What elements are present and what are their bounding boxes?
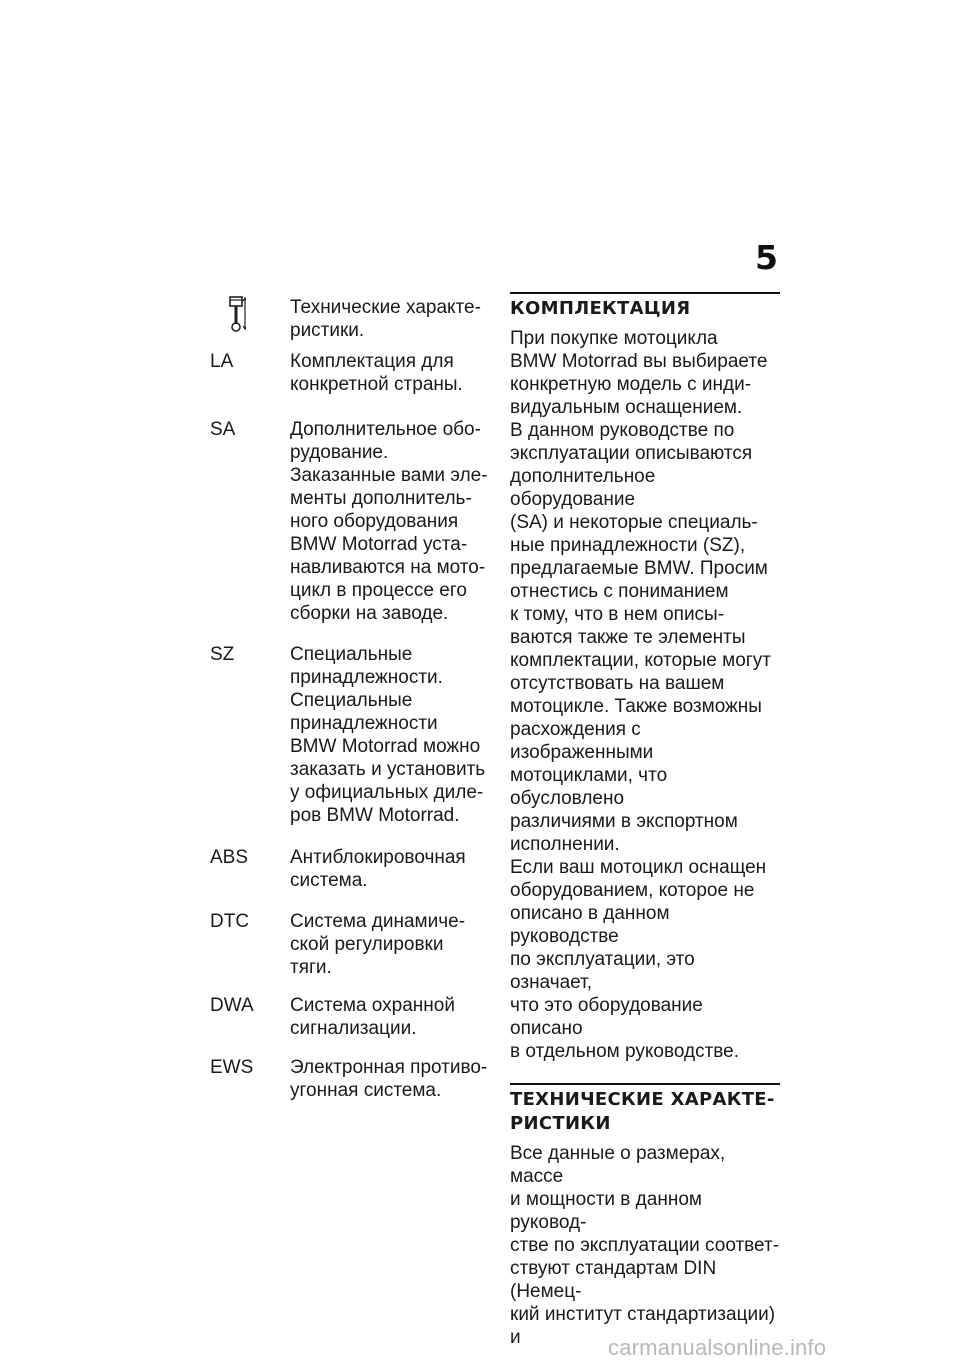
- abbreviation-description: [290, 994, 495, 1040]
- section-rule: [510, 292, 780, 294]
- abbreviation-row: [210, 994, 495, 1040]
- text-line: конкретную модель с инди-: [510, 374, 752, 395]
- text-line: Электронная противо-: [290, 1057, 488, 1078]
- abbreviation-description: [290, 910, 495, 979]
- text-line: ваются также те элементы: [510, 627, 746, 648]
- abbreviation-description: [290, 296, 495, 342]
- text-line: менты дополнитель-: [290, 488, 472, 509]
- text-line: BMW Motorrad вы выбираете: [510, 351, 768, 372]
- text-line: различиями в экспортном: [510, 811, 738, 832]
- text-line: и мощности в данном руковод-: [510, 1189, 702, 1233]
- text-line: BMW Motorrad можно: [290, 736, 481, 757]
- text-line: исполнении.: [510, 834, 620, 855]
- text-line: Технические характе-: [290, 297, 481, 318]
- abbreviation-row: [210, 418, 495, 625]
- abbreviation-description: [290, 643, 495, 827]
- abbreviation-term: DTC: [210, 911, 250, 932]
- text-line: Специальные: [290, 644, 413, 665]
- abbreviation-row: [210, 910, 495, 979]
- text-line: цикл в процессе его: [290, 580, 467, 601]
- text-line: ской регулировки: [290, 934, 444, 955]
- text-line: ров BMW Motorrad.: [290, 805, 460, 826]
- text-line: отнестись с пониманием: [510, 581, 729, 602]
- section-heading: ТЕХНИЧЕСКИЕ ХАРАКТЕ- РИСТИКИ: [510, 1089, 775, 1134]
- section-heading: КОМПЛЕКТАЦИЯ: [510, 298, 691, 319]
- text-line: ристики.: [290, 320, 365, 341]
- content-column: [510, 292, 780, 1349]
- text-line: принадлежности.: [290, 667, 443, 688]
- abbreviation-description: [290, 846, 495, 892]
- text-line: дополнительное оборудование: [510, 466, 656, 510]
- text-line: В данном руководстве по: [510, 420, 735, 441]
- text-line: видуальным оснащением.: [510, 397, 743, 418]
- text-line: угонная система.: [290, 1080, 442, 1101]
- abbreviation-term: SZ: [210, 644, 235, 665]
- abbreviation-description: [290, 350, 495, 396]
- text-line: навливаются на мото-: [290, 557, 486, 578]
- text-line: тяги.: [290, 957, 332, 978]
- abbreviation-term: SA: [210, 419, 236, 440]
- abbreviation-row: [210, 1056, 495, 1102]
- text-line: отсутствовать на вашем: [510, 673, 725, 694]
- text-line: по эксплуатации, это означает,: [510, 949, 695, 993]
- text-line: Антиблокировочная: [290, 847, 466, 868]
- abbreviation-term: DWA: [210, 995, 254, 1016]
- text-line: конкретной страны.: [290, 374, 463, 395]
- text-line: в отдельном руководстве.: [510, 1041, 739, 1062]
- text-line: Заказанные вами эле-: [290, 465, 488, 486]
- text-line: расхождения с изображенными: [510, 719, 654, 763]
- text-line: ные принадлежности (SZ),: [510, 535, 746, 556]
- text-line: эксплуатации описываются: [510, 443, 753, 464]
- text-line: кий институт стандартизации) и: [510, 1304, 776, 1348]
- page-number: 5: [755, 238, 778, 277]
- section: [510, 292, 780, 1063]
- text-line: ного оборудования: [290, 511, 459, 532]
- text-line: стве по эксплуатации соответ-: [510, 1235, 780, 1256]
- text-line: у официальных диле-: [290, 782, 484, 803]
- text-line: Специальные: [290, 690, 413, 711]
- section: [510, 1083, 780, 1349]
- abbreviation-term: EWS: [210, 1057, 254, 1078]
- abbreviation-description: [290, 1056, 495, 1102]
- section-body: [510, 1142, 780, 1349]
- text-line: сборки на заводе.: [290, 603, 449, 624]
- text-line: система.: [290, 870, 368, 891]
- abbreviation-term: ABS: [210, 847, 249, 868]
- text-line: Система динамиче-: [290, 911, 466, 932]
- text-line: предлагаемые BMW. Просим: [510, 558, 768, 579]
- text-line: Если ваш мотоцикл оснащен: [510, 857, 767, 878]
- text-line: Комплектация для: [290, 351, 454, 372]
- text-line: Дополнительное обо-: [290, 419, 481, 440]
- text-line: Все данные о размерах, массе: [510, 1143, 726, 1187]
- text-line: мотоциклами, что обусловлено: [510, 765, 668, 809]
- abbreviation-list: [210, 296, 495, 1102]
- abbreviation-row: [210, 846, 495, 892]
- text-line: рудование.: [290, 442, 389, 463]
- text-line: что это оборудование описано: [510, 995, 703, 1039]
- text-line: оборудованием, которое не: [510, 880, 755, 901]
- text-line: При покупке мотоцикла: [510, 328, 718, 349]
- text-line: Система охранной: [290, 995, 455, 1016]
- piston-dimension-icon: [210, 296, 290, 342]
- text-line: ствуют стандартам DIN (Немец-: [510, 1258, 717, 1302]
- text-line: BMW Motorrad уста-: [290, 534, 468, 555]
- watermark: carmanualsonline.info: [608, 1335, 827, 1360]
- text-line: принадлежности: [290, 713, 438, 734]
- text-line: комплектации, которые могут: [510, 650, 771, 671]
- text-line: мотоцикле. Также возможны: [510, 696, 762, 717]
- abbreviation-row: [210, 643, 495, 827]
- abbreviation-row: [210, 296, 495, 342]
- abbreviation-term: LA: [210, 351, 234, 372]
- abbreviation-row: [210, 350, 495, 396]
- abbreviation-description: [290, 418, 495, 625]
- text-line: сигнализации.: [290, 1018, 417, 1039]
- section-rule: [510, 1083, 780, 1085]
- text-line: (SA) и некоторые специаль-: [510, 512, 758, 533]
- section-body: [510, 327, 780, 1063]
- text-line: описано в данном руководстве: [510, 903, 670, 947]
- text-line: к тому, что в нем описы-: [510, 604, 725, 625]
- text-line: заказать и установить: [290, 759, 486, 780]
